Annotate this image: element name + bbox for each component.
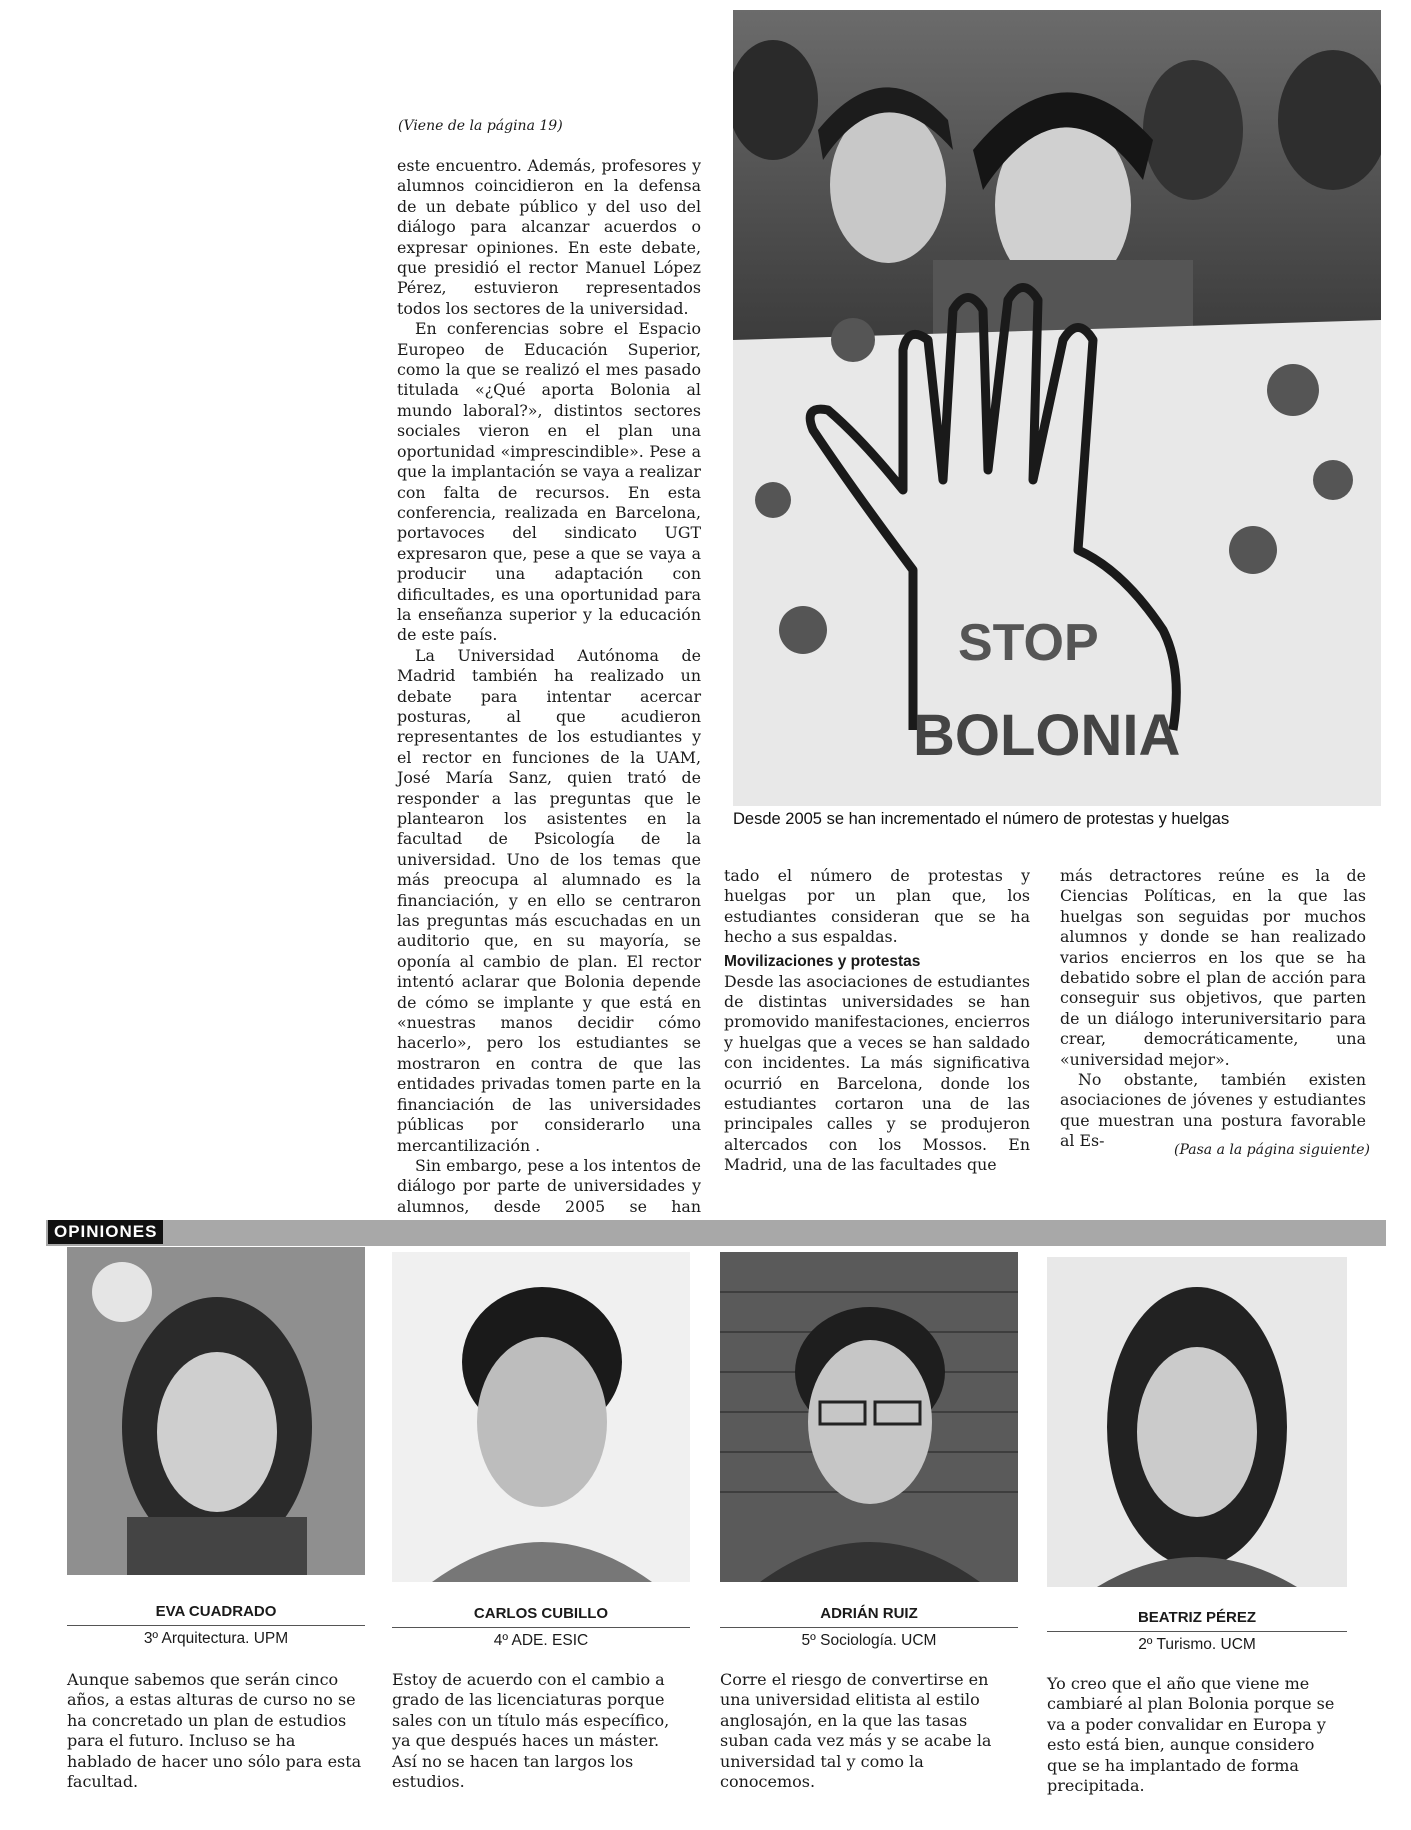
article-paragraph: tado el número de protestas y huelgas por un plan que, los estudiantes consideran que se ha hecho a sus espaldas.	[724, 866, 1030, 947]
name-rule	[392, 1627, 690, 1629]
person-course: 3º Arquitectura. UPM	[143, 1630, 289, 1647]
article-column-2	[724, 866, 1030, 1176]
portrait-photo	[720, 1252, 1018, 1582]
continued-from-note: (Viene de la página 19)	[398, 118, 563, 134]
portrait-photo	[1047, 1257, 1347, 1587]
person-name: BEATRIZ PÉREZ	[1137, 1609, 1257, 1626]
protest-photo-graphic	[733, 10, 1381, 806]
sign-text-bolonia: BOLONIA	[913, 703, 1181, 768]
article-paragraph: La Universidad Autónoma de Madrid también ha realizado un debate para intentar acercar posturas, al que acudieron representantes de los estudiantes y el rector en funciones de la UAM, José María Sanz, quien trató de responder a las preguntas que le plantearon los asistentes en la facultad de Psicología de la universidad. Uno de los temas que más preocupa al alumnado es la financiación, y en ello se centraron las preguntas más escuchadas en un auditorio que, en su mayoría, se oponía al cambio de plan. El rector intentó aclarar que Bolonia depende de cómo se implante y que está en «nuestras manos decidir cómo hacerlo», pero los estudiantes se mostraron en contra de que las entidades privadas tomen parte en la financiación de las universidades públicas por considerarlo una mercantilización .	[397, 645, 701, 1155]
person-quote: Estoy de acuerdo con el cambio a grado de las licenciaturas porque sales con un título más específico, ya que después haces un máster. Así no se hacen tan largos los estudios.	[392, 1670, 670, 1792]
portrait-graphic	[720, 1252, 1018, 1582]
person-quote: Corre el riesgo de convertirse en una universidad elitista al estilo anglosajón, en la que las tasas suban cada vez más y se acabe la universidad tal y como la conocemos.	[720, 1670, 992, 1792]
protest-photo	[733, 10, 1381, 806]
person-course: 2º Turismo. UCM	[1138, 1636, 1256, 1653]
person-name: CARLOS CUBILLO	[473, 1605, 609, 1622]
person-quote: Aunque sabemos que serán cinco años, a estas alturas de curso no se ha concretado un plan de estudios para el futuro. Incluso se ha hablado de hacer uno sólo para esta facultad.	[67, 1670, 362, 1792]
person-name: ADRIÁN RUIZ	[820, 1605, 918, 1622]
article-column-1	[397, 156, 701, 1238]
portrait-graphic	[67, 1247, 365, 1575]
article-paragraph: Desde las asociaciones de estudiantes de distintas universidades se han promovido manifestaciones, encierros y huelgas que a veces se han saldado con incidentes. La más significativa ocurrió en Barcelona, donde los estudiantes cortaron una de las principales calles y se produjeron altercados con los Mossos. En Madrid, una de las facultades que	[724, 971, 1030, 1175]
article-paragraph: más detractores reúne es la de Ciencias Políticas, en la que las huelgas son seguidas por muchos alumnos y donde se han realizado varios encierros en los que se ha debatido sobre el plan de acción para conseguir sus objetivos, que parten de un diálogo interuniversitario para crear, democráticamente, una «universidad mejor».	[1060, 866, 1366, 1069]
person-name: EVA CUADRADO	[155, 1603, 277, 1620]
portrait-photo	[392, 1252, 690, 1582]
portrait-photo	[67, 1247, 365, 1575]
portrait-graphic	[1047, 1257, 1347, 1587]
person-course: 5º Sociología. UCM	[801, 1632, 937, 1649]
name-rule	[720, 1627, 1018, 1629]
opinions-label: OPINIONES	[48, 1220, 163, 1244]
article-paragraph: En conferencias sobre el Espacio Europeo de Educación Superior, como la que se realizó el mes pasado titulada «¿Qué aporta Bolonia al mundo laboral?», distintos sectores sociales vieron en el plan una oportunidad «imprescindible». Pese a que la implantación se vaya a realizar con falta de recursos. En esta conferencia, realizada en Barcelona, portavoces del sindicato UGT expresaron que, pese a que se vaya a producir una adaptación con dificultades, es una oportunidad para la enseñanza superior y la educación de este país.	[397, 319, 701, 645]
name-rule	[67, 1625, 365, 1627]
article-paragraph: este encuentro. Además, profesores y alumnos coincidieron en la defensa de un debate público y del uso del diálogo para alcanzar acuerdos o expresar opiniones. En este debate, que presidió el rector Manuel López Pérez, estuvieron representados todos los sectores de la universidad.	[397, 156, 701, 318]
sign-text-stop: STOP	[958, 614, 1099, 672]
person-quote: Yo creo que el año que viene me cambiaré al plan Bolonia porque se va a poder convalidar en Europa y esto está bien, aunque considero que se ha implantado de forma precipitada.	[1047, 1674, 1335, 1796]
portrait-graphic	[392, 1252, 690, 1582]
opinions-bar	[46, 1220, 1386, 1246]
photo-caption: Desde 2005 se han incrementado el número de protestas y huelgas	[733, 810, 1230, 828]
person-course: 4º ADE. ESIC	[493, 1632, 589, 1649]
article-paragraph: Sin embargo, pese a los intentos de diálogo por parte de universidades y alumnos, desde 2005 se han	[397, 1155, 701, 1216]
continued-to-note: (Pasa a la página siguiente)	[1174, 1142, 1371, 1158]
section-heading: Movilizaciones y protestas	[724, 952, 921, 970]
name-rule	[1047, 1631, 1347, 1633]
article-paragraph: No obstante, también existen asociaciones de jóvenes y estudiantes que muestran una postura favorable al Es-	[1060, 1070, 1366, 1151]
article-column-3	[1060, 866, 1366, 1152]
